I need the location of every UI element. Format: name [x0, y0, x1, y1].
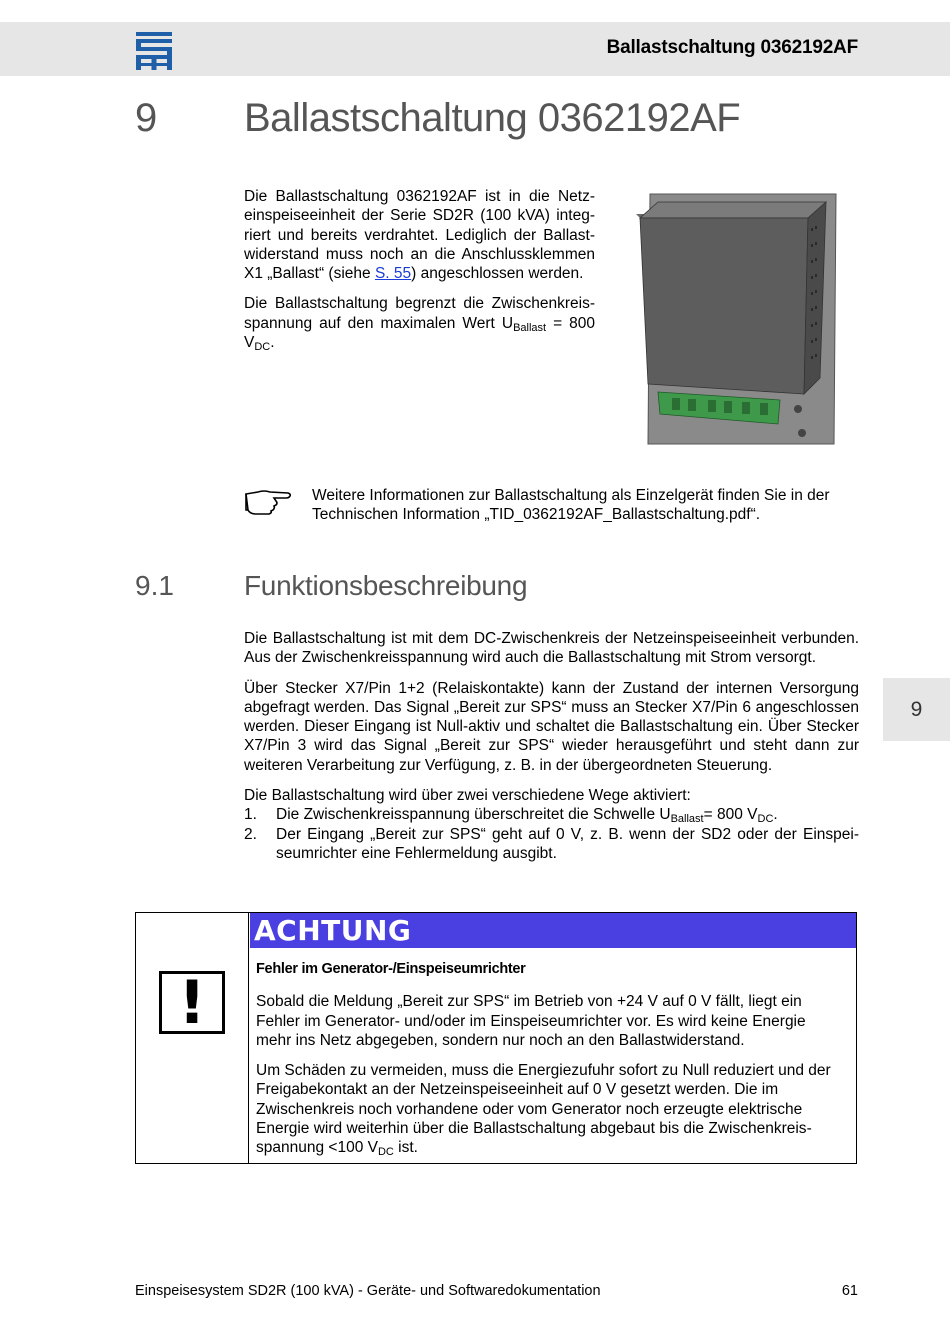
chapter-title: Ballastschaltung 0362192AF	[244, 96, 741, 140]
warning-paragraph-2	[256, 1061, 836, 1157]
footer-document-title: Einspeisesystem SD2R (100 kVA) - Geräte- und Softwaredokumentation	[135, 1283, 601, 1299]
section-number: 9.1	[135, 570, 174, 601]
list-number: 1.	[244, 806, 257, 824]
warning-p2-end: ist.	[393, 1139, 418, 1157]
function-description	[244, 629, 859, 863]
intro-p2-sub2: DC	[254, 341, 271, 354]
intro-p1-start: Die Ballastschaltung 0362192AF ist in die Netzeinspeiseeinheit der Serie SD2R (100 kVA) integriert und bereits verdrahtet. Lediglich der Ballastwiderstand muss noch an die Anschlussklemmen X1 „Ballast“ (siehe	[244, 188, 595, 283]
intro-p1-end: ) angeschlossen werden.	[411, 265, 584, 283]
intro-text	[244, 187, 595, 352]
intro-p2-start: Die Ballastschaltung begrenzt die Zwischenkreisspannung auf den maximalen Wert U	[244, 295, 595, 332]
intro-paragraph-1	[244, 187, 595, 283]
func-paragraph-2: Über Stecker X7/Pin 1+2 (Relaiskontakte) kann der Zustand der internen Versorgung abgefragt werden. Das Signal „Bereit zur SPS“ muss an Stecker X7/Pin 6 angeschlossen werden. Dieser Eingang ist Null-aktiv und schaltet die Ballastschaltung ein. Über Stecker X7/Pin 3 wird das Signal „Bereit zur SPS“ wieder herausgeführt und steht dann zur weiteren Verarbeitung zur Verfügung, z. B. in der übergeordneten Steuerung.	[244, 679, 859, 774]
ballast-unit-image	[612, 188, 844, 450]
warning-banner: ACHTUNG	[250, 913, 856, 948]
chapter-number: 9	[135, 96, 158, 140]
list-text: Der Eingang „Bereit zur SPS“ geht auf 0 V, z. B. wenn der SD2 oder der Einspeiseumrichter eine Fehlermeldung ausgibt.	[276, 825, 859, 862]
list-text: Die Zwischenkreisspannung überschreitet die Schwelle U	[276, 806, 671, 824]
list-sub: Ballast	[670, 813, 704, 826]
intro-p2-end: .	[270, 334, 275, 352]
exclamation-icon	[159, 968, 225, 1038]
func-paragraph-3: Die Ballastschaltung wird über zwei verschiedene Wege aktiviert:	[244, 787, 691, 805]
warning-p2-sub: DC	[377, 1146, 394, 1159]
list-number: 2.	[244, 825, 257, 843]
list-item	[244, 805, 859, 824]
page-reference-link[interactable]: S. 55	[374, 265, 412, 283]
warning-subtitle: Fehler im Generator-/Einspeiseumrichter	[256, 961, 526, 977]
warning-symbol-cell	[136, 913, 249, 1163]
list-sub2: DC	[757, 813, 774, 826]
warning-box	[135, 912, 857, 1164]
list-end: .	[773, 806, 778, 824]
chapter-side-tab: 9	[883, 678, 950, 741]
warning-content	[256, 960, 836, 1169]
func-paragraph-1: Die Ballastschaltung ist mit dem DC-Zwischenkreis der Netzeinspeiseeinheit verbunden. Aus der Zwischenkreisspannung wird auch die Ballastschaltung mit Strom versorgt.	[244, 630, 859, 667]
header-title: Ballastschaltung 0362192AF	[606, 37, 858, 58]
note-text: Weitere Informationen zur Ballastschaltung als Einzelgerät finden Sie in der Technischen Information „TID_0362192AF_Ballastschaltung.pdf“.	[312, 487, 830, 524]
warning-paragraph-1: Sobald die Meldung „Bereit zur SPS“ im Betrieb von +24 V auf 0 V fällt, liegt ein Fehler im Generator- und/oder im Einspeiseumrichter vor. Es wird keine Energie mehr ins Netz abgegeben, sondern nur noch an den Ballastwiderstand.	[256, 993, 806, 1049]
list-mid: = 800 V	[703, 806, 758, 824]
footer-page-number: 61	[841, 1283, 858, 1299]
intro-p2-sub: Ballast	[513, 321, 547, 334]
warning-p2-start: Um Schäden zu vermeiden, muss die Energiezufuhr sofort zu Null reduziert und der Freigabekontakt an der Netzeinspeiseeinheit auf 0 V gesetzt werden. Die im Zwischenkreis noch vorhandene oder vom Generator noch erzeugte elektrische Energie wird weiterhin über die Ballastschaltung abgebaut bis die Zwischenkreisspannung <100 V	[256, 1062, 831, 1157]
list-item	[244, 825, 859, 864]
company-logo	[136, 32, 172, 70]
activation-list	[244, 805, 859, 863]
warning-symbol: !	[178, 968, 206, 1038]
intro-paragraph-2	[244, 294, 595, 352]
intro-p2-mid: = 800 V	[244, 314, 595, 352]
section-title: Funktionsbeschreibung	[244, 570, 528, 601]
pointing-hand-icon	[244, 486, 292, 516]
